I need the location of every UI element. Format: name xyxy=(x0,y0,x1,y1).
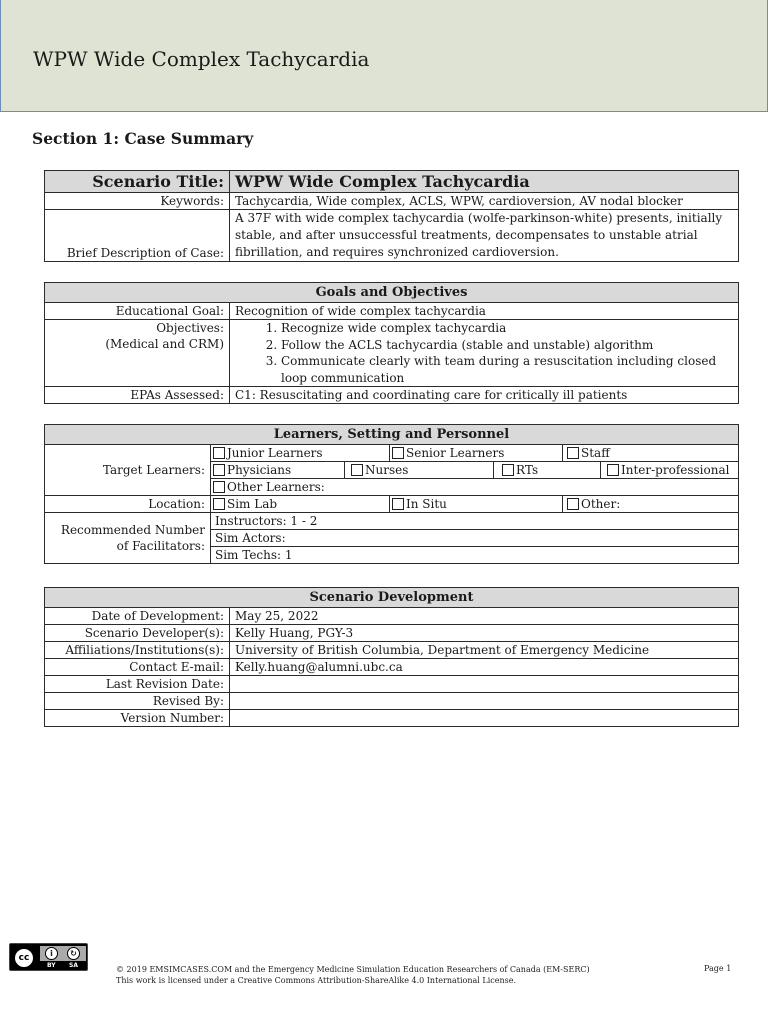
learners-heading: Learners, Setting and Personnel xyxy=(45,425,739,445)
dev-value: May 25, 2022 xyxy=(230,608,739,625)
option-junior-label: Junior Learners xyxy=(227,446,323,460)
objective-item: 3. Communicate clearly with team during a resuscitation including closed loop communication xyxy=(281,353,733,386)
checkbox-icon[interactable] xyxy=(213,464,225,476)
objectives-list xyxy=(235,320,733,386)
section-title: Section 1: Case Summary xyxy=(32,129,254,148)
checkbox-icon[interactable] xyxy=(607,464,619,476)
description-value: A 37F with wide complex tachycardia (wolfe-parkinson-white) presents, initially stable, and after unsuccessful treatments, decompensates to unstable atrial fibrillation, and requires synchronized cardioversion. xyxy=(230,210,739,262)
checkbox-icon[interactable] xyxy=(392,498,404,510)
option-junior[interactable] xyxy=(211,445,390,462)
license-line: This work is licensed under a Creative Commons Attribution-ShareAlike 4.0 International License. xyxy=(116,976,517,985)
license-icons xyxy=(40,946,86,961)
option-interprofessional-label: Inter-professional xyxy=(621,463,730,477)
dev-value xyxy=(230,693,739,710)
instructors-value: Instructors: 1 - 2 xyxy=(211,513,739,530)
checkbox-icon[interactable] xyxy=(567,498,579,510)
option-in-situ-label: In Situ xyxy=(406,497,447,511)
option-other-location-label: Other: xyxy=(581,497,621,511)
dev-label: Date of Development: xyxy=(45,608,230,625)
dev-value xyxy=(230,676,739,693)
option-staff-label: Staff xyxy=(581,446,610,460)
page-number: Page 1 xyxy=(704,964,732,973)
objectives-sublabel: (Medical and CRM) xyxy=(105,337,224,351)
option-physicians-label: Physicians xyxy=(227,463,292,477)
attribution-icon: i xyxy=(45,947,58,960)
checkbox-icon[interactable] xyxy=(213,481,225,493)
option-other-location[interactable] xyxy=(563,496,739,513)
dev-label: Revised By: xyxy=(45,693,230,710)
dev-label: Version Number: xyxy=(45,710,230,727)
sa-label: SA xyxy=(69,962,78,969)
cc-icon: cc xyxy=(13,947,35,969)
objective-item: 1. Recognize wide complex tachycardia xyxy=(281,320,733,337)
checkbox-icon[interactable] xyxy=(213,498,225,510)
educational-goal-value: Recognition of wide complex tachycardia xyxy=(230,303,739,320)
creative-commons-logo xyxy=(9,943,88,971)
option-senior[interactable] xyxy=(390,445,563,462)
dev-value: University of British Columbia, Department of Emergency Medicine xyxy=(230,642,739,659)
dev-label: Affiliations/Institutions(s): xyxy=(45,642,230,659)
facilitators-label-cell xyxy=(45,513,211,564)
option-sim-lab[interactable] xyxy=(211,496,390,513)
dev-value: Kelly Huang, PGY-3 xyxy=(230,625,739,642)
copyright-line: © 2019 EMSIMCASES.COM and the Emergency Medicine Simulation Education Researchers of Canada (EM-SERC) xyxy=(116,965,590,974)
target-learners-label: Target Learners: xyxy=(45,445,211,496)
keywords-label: Keywords: xyxy=(45,193,230,210)
objectives-label-cell xyxy=(45,320,230,387)
option-rts[interactable] xyxy=(494,462,601,479)
case-summary-table xyxy=(44,170,739,262)
footer-copyright xyxy=(116,964,590,986)
educational-goal-label: Educational Goal: xyxy=(45,303,230,320)
option-interprofessional[interactable] xyxy=(601,462,739,479)
scenario-title-value: WPW Wide Complex Tachycardia xyxy=(230,171,739,193)
facilitators-label-line2: of Facilitators: xyxy=(116,539,205,553)
goals-table xyxy=(44,282,739,404)
sim-techs-value: Sim Techs: 1 xyxy=(211,547,739,564)
share-alike-icon: ↻ xyxy=(67,947,80,960)
dev-value xyxy=(230,710,739,727)
document-title: WPW Wide Complex Tachycardia xyxy=(33,47,370,71)
objectives-label: Objectives: xyxy=(156,321,224,335)
objective-item: 2. Follow the ACLS tachycardia (stable and unstable) algorithm xyxy=(281,337,733,354)
development-table xyxy=(44,587,739,727)
option-nurses-label: Nurses xyxy=(365,463,409,477)
facilitators-label-line1: Recommended Number xyxy=(60,523,205,537)
option-staff[interactable] xyxy=(563,445,739,462)
location-label: Location: xyxy=(45,496,211,513)
learners-table xyxy=(44,424,739,564)
option-senior-label: Senior Learners xyxy=(406,446,505,460)
option-in-situ[interactable] xyxy=(390,496,563,513)
epas-label: EPAs Assessed: xyxy=(45,387,230,404)
scenario-title-label: Scenario Title: xyxy=(45,171,230,193)
checkbox-icon[interactable] xyxy=(351,464,363,476)
goals-heading: Goals and Objectives xyxy=(45,283,739,303)
option-other-learners[interactable] xyxy=(211,479,739,496)
checkbox-icon[interactable] xyxy=(567,447,579,459)
checkbox-icon[interactable] xyxy=(392,447,404,459)
objectives-cell xyxy=(230,320,739,387)
checkbox-icon[interactable] xyxy=(213,447,225,459)
development-heading: Scenario Development xyxy=(45,588,739,608)
option-physicians[interactable] xyxy=(211,462,345,479)
dev-value: Kelly.huang@alumni.ubc.ca xyxy=(230,659,739,676)
keywords-value: Tachycardia, Wide complex, ACLS, WPW, cardioversion, AV nodal blocker xyxy=(230,193,739,210)
description-label: Brief Description of Case: xyxy=(45,210,230,262)
epas-value: C1: Resuscitating and coordinating care for critically ill patients xyxy=(230,387,739,404)
option-sim-lab-label: Sim Lab xyxy=(227,497,278,511)
checkbox-icon[interactable] xyxy=(502,464,514,476)
option-rts-label: RTs xyxy=(516,463,539,477)
sim-actors-value: Sim Actors: xyxy=(211,530,739,547)
document-header xyxy=(0,0,768,112)
option-nurses[interactable] xyxy=(345,462,494,479)
dev-label: Scenario Developer(s): xyxy=(45,625,230,642)
dev-label: Last Revision Date: xyxy=(45,676,230,693)
dev-label: Contact E-mail: xyxy=(45,659,230,676)
option-other-learners-label: Other Learners: xyxy=(227,480,325,494)
by-label: BY xyxy=(47,962,56,969)
